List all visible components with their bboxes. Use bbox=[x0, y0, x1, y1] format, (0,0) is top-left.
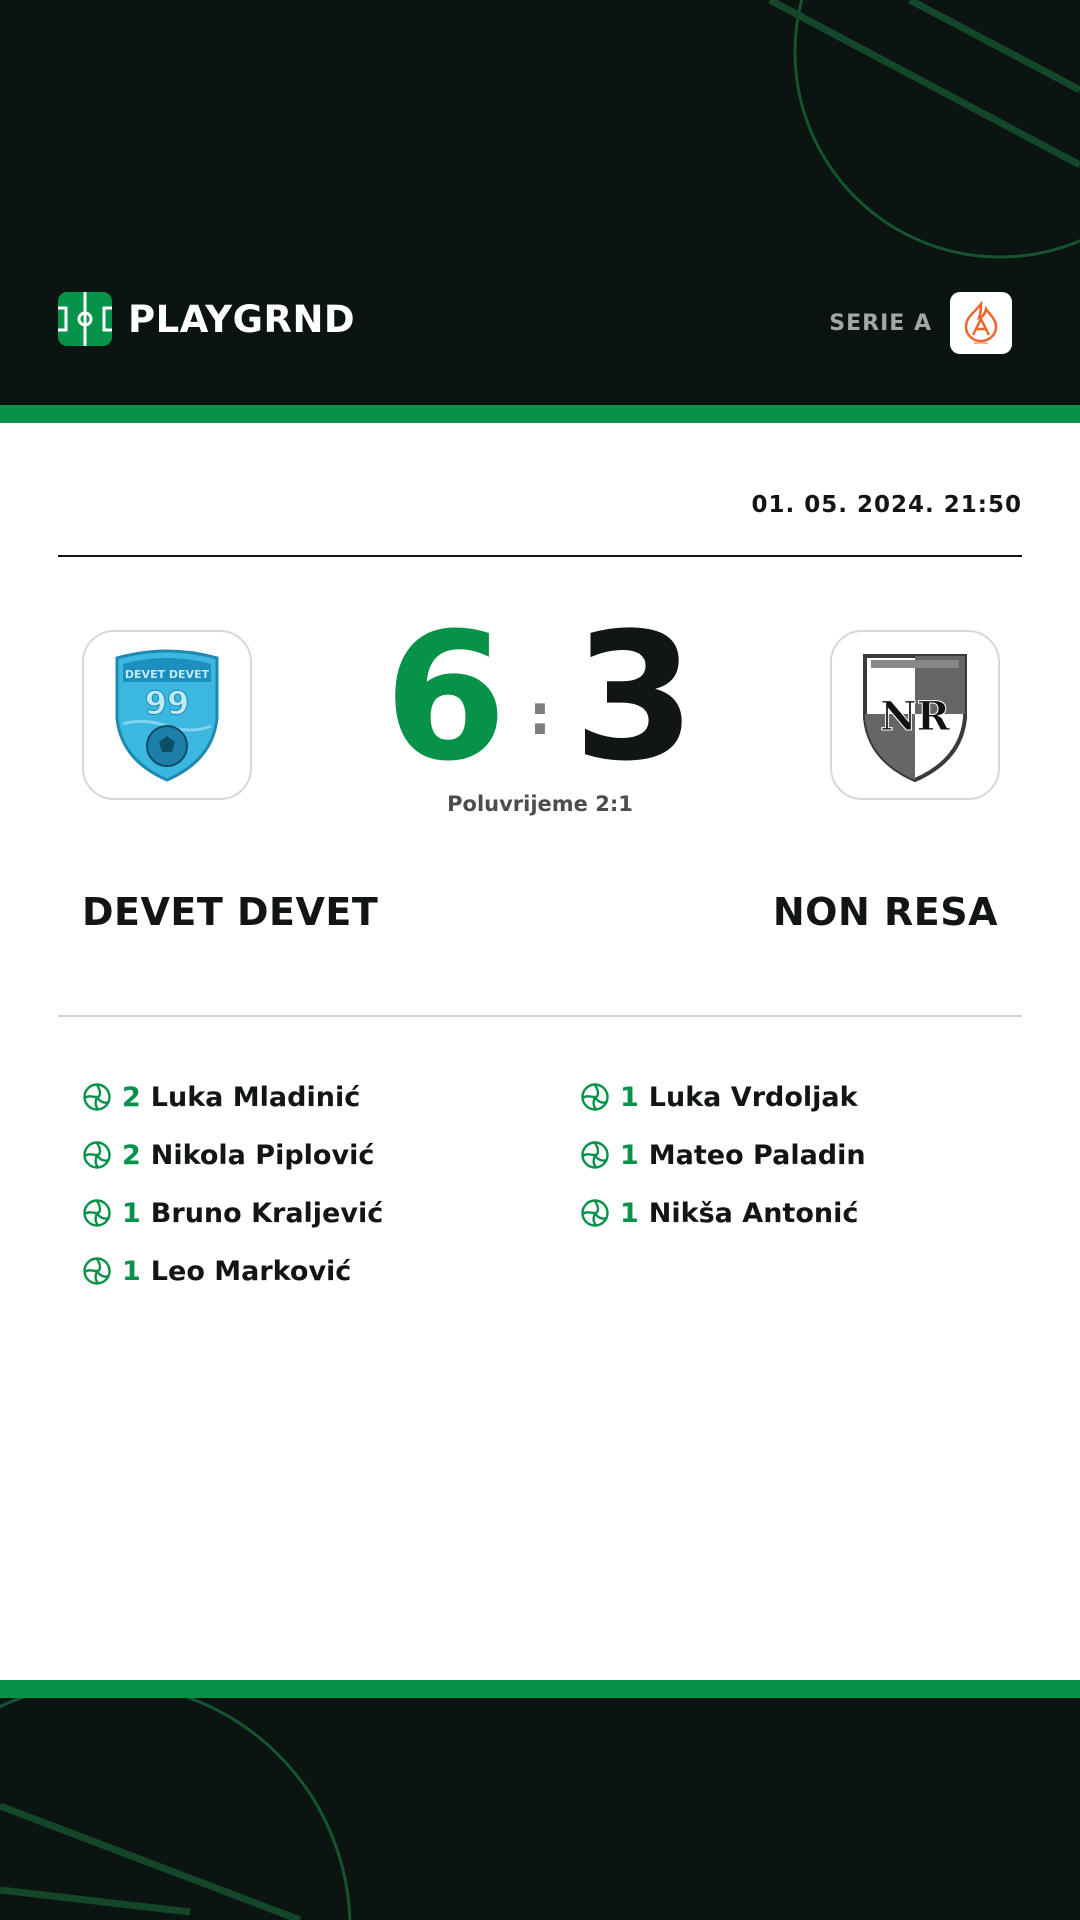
footer-banner bbox=[0, 1698, 1080, 1920]
svg-text:DEVET DEVET: DEVET DEVET bbox=[124, 668, 210, 681]
goal-count: 2 bbox=[122, 1081, 141, 1113]
footer-accent-stripe bbox=[0, 1680, 1080, 1698]
goal-count: 1 bbox=[122, 1197, 141, 1229]
player-name[interactable]: Luka Mladinić bbox=[150, 1081, 361, 1113]
league-logo bbox=[950, 292, 1012, 354]
football-icon bbox=[580, 1198, 610, 1228]
scorer-row bbox=[580, 1126, 866, 1184]
header-accent-stripe bbox=[0, 405, 1080, 423]
svg-text:NR: NR bbox=[880, 693, 950, 740]
away-team-logo[interactable] bbox=[830, 630, 1000, 800]
header-banner bbox=[0, 0, 1080, 405]
brand-name: PLAYGRND bbox=[128, 297, 356, 341]
home-team-name[interactable]: DEVET DEVET bbox=[82, 890, 379, 934]
svg-text:99: 99 bbox=[144, 684, 190, 722]
halftime-score: Poluvrijeme 2:1 bbox=[447, 792, 633, 816]
home-team-logo[interactable] bbox=[82, 630, 252, 800]
player-name[interactable]: Nikola Piplović bbox=[150, 1139, 375, 1171]
player-name[interactable]: Mateo Paladin bbox=[648, 1139, 866, 1171]
scorer-row bbox=[82, 1126, 383, 1184]
scorer-row bbox=[82, 1068, 383, 1126]
non-resa-crest-icon bbox=[861, 648, 969, 782]
away-team-name[interactable]: NON RESA bbox=[772, 890, 998, 934]
home-scorers-list bbox=[82, 1068, 383, 1300]
away-score: 3 bbox=[573, 595, 696, 800]
score-separator: : bbox=[528, 682, 552, 748]
divider bbox=[58, 1015, 1022, 1017]
pitch-icon bbox=[58, 292, 112, 346]
brand[interactable] bbox=[58, 292, 355, 346]
goal-count: 1 bbox=[122, 1255, 141, 1287]
league-flame-icon bbox=[962, 301, 1000, 345]
match-datetime: 01. 05. 2024. 21:50 bbox=[751, 492, 1022, 518]
scorer-row bbox=[580, 1184, 866, 1242]
football-icon bbox=[82, 1198, 112, 1228]
football-icon bbox=[82, 1256, 112, 1286]
goal-count: 2 bbox=[122, 1139, 141, 1171]
scorer-row bbox=[580, 1068, 866, 1126]
goal-count: 1 bbox=[620, 1197, 639, 1229]
devet-devet-crest-icon bbox=[113, 648, 221, 782]
home-score: 6 bbox=[384, 595, 507, 800]
football-icon bbox=[580, 1140, 610, 1170]
player-name[interactable]: Luka Vrdoljak bbox=[648, 1081, 858, 1113]
divider bbox=[58, 555, 1022, 557]
league-name: SERIE A bbox=[829, 310, 932, 336]
away-scorers-list bbox=[580, 1068, 866, 1242]
football-icon bbox=[580, 1082, 610, 1112]
football-icon bbox=[82, 1140, 112, 1170]
scorer-row bbox=[82, 1242, 383, 1300]
footer-pitch-lines bbox=[0, 1698, 1080, 1920]
player-name[interactable]: Leo Marković bbox=[150, 1255, 352, 1287]
scoreboard bbox=[340, 595, 740, 800]
scorer-row bbox=[82, 1184, 383, 1242]
goal-count: 1 bbox=[620, 1081, 639, 1113]
player-name[interactable]: Bruno Kraljević bbox=[150, 1197, 384, 1229]
player-name[interactable]: Nikša Antonić bbox=[648, 1197, 859, 1229]
league[interactable] bbox=[829, 292, 1012, 354]
goal-count: 1 bbox=[620, 1139, 639, 1171]
football-icon bbox=[82, 1082, 112, 1112]
